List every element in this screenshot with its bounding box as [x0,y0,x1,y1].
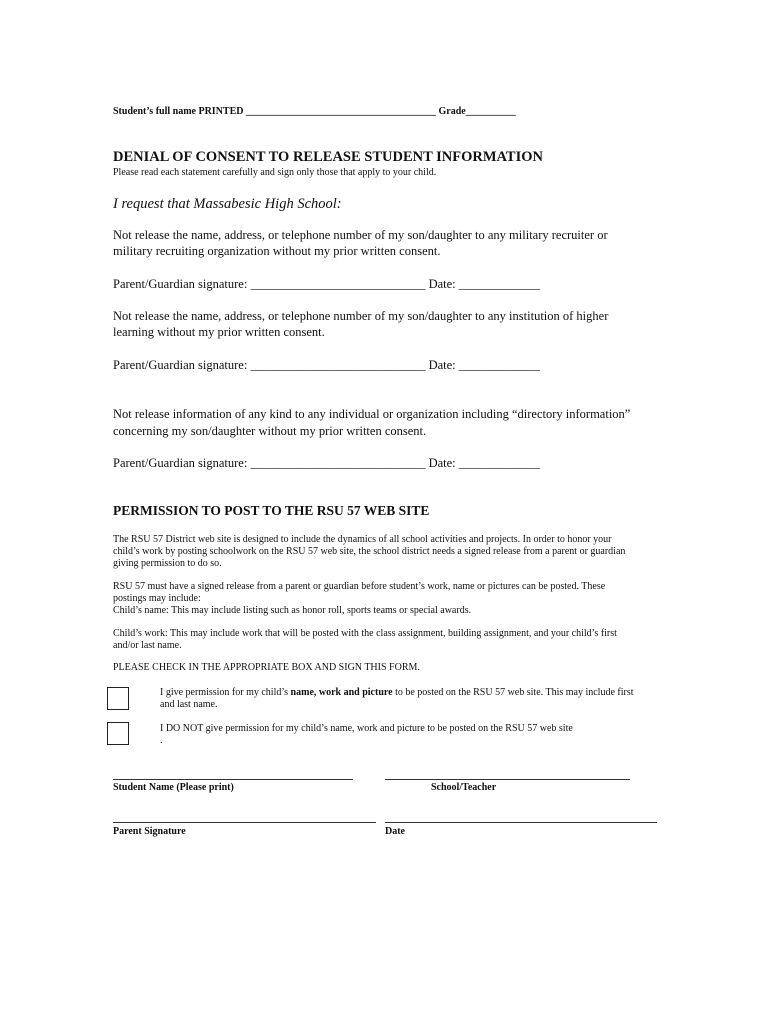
statement-higher-learning-line2: learning without my prior written consent. [113,325,325,339]
permission-no-text-line1: I DO NOT give permission for my child’s name, work and picture to be posted on the RSU 57 web site [160,723,573,734]
permission-para1-line3: giving permission to do so. [113,558,222,569]
permission-no-text-line2: . [160,735,163,746]
school-teacher-label: School/Teacher [431,782,497,793]
student-name-line[interactable] [113,779,353,780]
denial-title: DENIAL OF CONSENT TO RELEASE STUDENT INFORMATION [113,149,544,165]
permission-yes-bold: name, work and picture [290,687,393,698]
permission-title: PERMISSION TO POST TO THE RSU 57 WEB SITE [113,503,430,518]
date-label: Date [385,826,405,837]
permission-para2-line1: RSU 57 must have a signed release from a parent or guardian before student’s work, name or pictures can be posted. These [113,581,606,592]
signature-line-directory[interactable]: Parent/Guardian signature: ____________________________ Date: _____________ [113,456,541,470]
statement-directory-line2: concerning my son/daughter without my prior written consent. [113,424,427,438]
denial-instruction: Please read each statement carefully and sign only those that apply to your child. [113,167,437,178]
permission-para3-line2: and/or last name. [113,640,182,651]
permission-yes-text-line2: and last name. [160,699,218,710]
permission-para2-line2: postings may include: [113,593,201,604]
statement-military-line1: Not release the name, address, or telephone number of my son/daughter to any military recruiter or [113,228,608,242]
student-name-label: Student Name (Please print) [113,782,234,793]
school-teacher-line[interactable] [385,779,630,780]
permission-yes-post: to be posted on the RSU 57 web site. This may include first [392,687,634,698]
permission-yes-pre: I give permission for my child’s [160,687,291,698]
signature-line-higher-learning[interactable]: Parent/Guardian signature: ____________________________ Date: _____________ [113,358,541,372]
permission-no-checkbox[interactable] [107,722,129,745]
parent-signature-line[interactable] [113,822,376,823]
permission-para3-line1: Child’s work: This may include work that will be posted with the class assignment, building assignment, and your child’s first [113,628,617,639]
statement-directory-line1: Not release information of any kind to any individual or organization including “directory information” [113,407,631,421]
parent-signature-label: Parent Signature [113,826,186,837]
request-heading: I request that Massabesic High School: [113,196,342,212]
statement-military-line2: military recruiting organization without my prior written consent. [113,244,441,258]
signature-line-military[interactable]: Parent/Guardian signature: ____________________________ Date: _____________ [113,277,541,291]
permission-yes-text-line1 [160,687,634,699]
permission-para2-line3: Child’s name: This may include listing such as honor roll, sports teams or special awards. [113,605,472,616]
date-line[interactable] [385,822,657,823]
permission-yes-checkbox[interactable] [107,687,129,710]
statement-higher-learning-line1: Not release the name, address, or telephone number of my son/daughter to any institution of higher [113,309,609,323]
permission-para1-line2: child’s work by posting schoolwork on the RSU 57 web site, the school district needs a signed release from a parent or guardian [113,546,626,557]
check-instruction: PLEASE CHECK IN THE APPROPRIATE BOX AND SIGN THIS FORM. [113,662,420,673]
student-name-grade-line[interactable]: Student’s full name PRINTED ______________________________________ Grade__________ [113,106,516,117]
permission-para1-line1: The RSU 57 District web site is designed to include the dynamics of all school activities and projects. In order to honor your [113,534,612,545]
